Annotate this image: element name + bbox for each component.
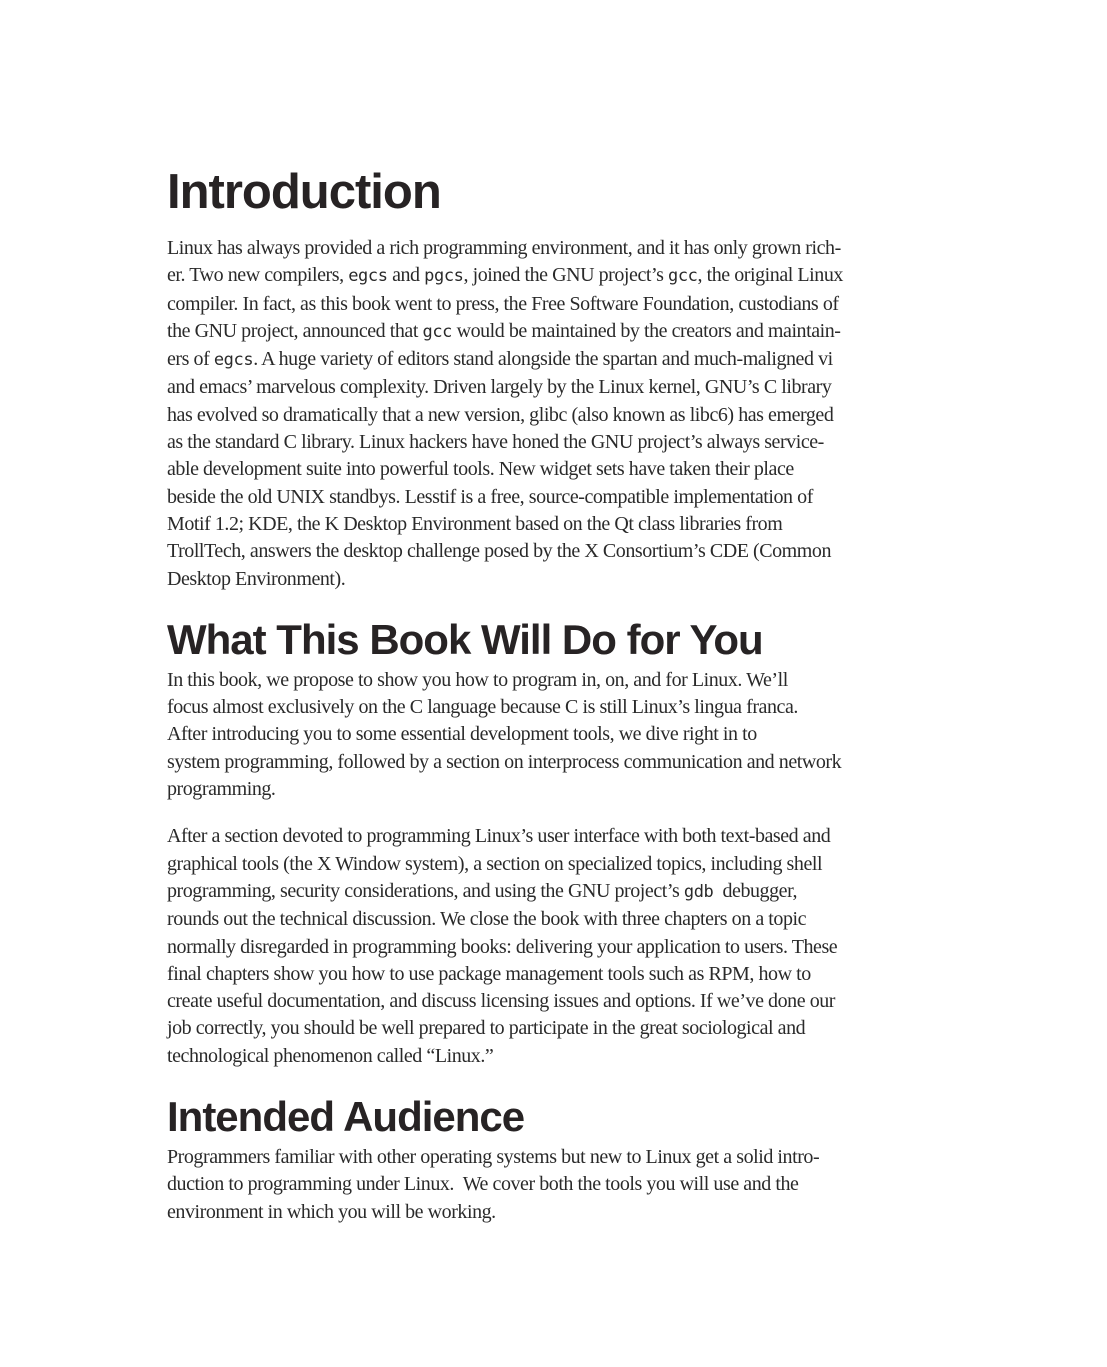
- text-run: job correctly, you should be well prepared to participate in the great sociological and: [167, 1017, 806, 1040]
- text-run: as the standard C library. Linux hackers have honed the GNU project’s always service-: [167, 431, 824, 454]
- section-heading-what-this-book: What This Book Will Do for You: [167, 615, 763, 663]
- paragraph-book-1: [167, 667, 967, 803]
- section-heading-intended-audience: Intended Audience: [167, 1093, 525, 1141]
- text-line: [167, 749, 967, 776]
- text-run: , the original Linux: [697, 264, 843, 287]
- text-run: create useful documentation, and discuss licensing issues and options. If we’ve done our: [167, 990, 835, 1013]
- text-run: TrollTech, answers the desktop challenge posed by the X Consortium’s CDE (Common: [167, 540, 832, 563]
- inline-code: egcs: [348, 266, 388, 287]
- inline-code: pgcs: [424, 266, 464, 287]
- text-line: [167, 906, 967, 933]
- inline-code: egcs: [213, 350, 254, 371]
- text-run: able development suite into powerful tools. New widget sets have taken their place: [167, 458, 794, 481]
- text-run: beside the old UNIX standbys. Lesstif is a free, source-compatible implementation of: [167, 485, 813, 508]
- text-run: duction to programming under Linux. We cover both the tools you will use and the: [167, 1173, 799, 1196]
- text-run: Motif 1.2; KDE, the K Desktop Environment based on the Qt class libraries from: [167, 512, 783, 535]
- text-line: [167, 318, 967, 346]
- text-line: [167, 262, 967, 290]
- text-run: focus almost exclusively on the C language because C is still Linux’s lingua franca.: [167, 696, 798, 719]
- text-run: has evolved so dramatically that a new version, glibc (also known as libc6) has emerged: [167, 403, 834, 426]
- text-run: Programmers familiar with other operating systems but new to Linux get a solid intro-: [167, 1146, 820, 1169]
- inline-code: gcc: [668, 266, 698, 287]
- text-line: [167, 538, 967, 565]
- text-line: [167, 878, 967, 906]
- text-line: [167, 291, 967, 318]
- text-run: Desktop Environment).: [167, 567, 346, 590]
- text-line: [167, 823, 967, 850]
- text-run: compiler. In fact, as this book went to press, the Free Software Foundation, custodians of: [167, 292, 839, 315]
- text-run: technological phenomenon called “Linux.”: [167, 1044, 494, 1067]
- text-run: system programming, followed by a section on interprocess communication and network: [167, 750, 842, 773]
- inline-code: gcc: [422, 321, 453, 342]
- text-line: [167, 484, 967, 511]
- text-line: [167, 776, 967, 803]
- text-run: normally disregarded in programming books: delivering your application to users. These: [167, 935, 838, 958]
- paragraph-audience-1: [167, 1144, 967, 1226]
- text-run: debugger,: [713, 879, 798, 902]
- text-line: [167, 1199, 967, 1226]
- text-line: [167, 456, 967, 483]
- text-run: After introducing you to some essential development tools, we dive right in to: [167, 723, 757, 746]
- text-line: [167, 721, 967, 748]
- text-line: [167, 235, 967, 262]
- page-content: [167, 166, 967, 1226]
- text-run: ers of: [167, 348, 214, 371]
- text-line: [167, 1043, 967, 1070]
- paragraph-book-2: [167, 823, 967, 1070]
- text-run: would be maintained by the creators and maintain-: [452, 319, 841, 342]
- text-run: final chapters show you how to use package management tools such as RPM, how to: [167, 962, 811, 985]
- chapter-title: Introduction: [167, 165, 441, 219]
- text-line: [167, 511, 967, 538]
- inline-code: gdb: [683, 881, 714, 902]
- text-line: [167, 429, 967, 456]
- paragraph-intro-1: [167, 235, 967, 593]
- text-run: , joined the GNU project’s: [463, 264, 668, 287]
- text-line: [167, 346, 967, 374]
- text-run: rounds out the technical discussion. We close the book with three chapters on a topic: [167, 908, 807, 931]
- text-line: [167, 934, 967, 961]
- text-run: . A huge variety of editors stand alongside the spartan and much-maligned vi: [253, 348, 833, 371]
- text-run: Linux has always provided a rich programming environment, and it has only grown rich-: [167, 237, 841, 259]
- text-line: [167, 851, 967, 878]
- text-run: graphical tools (the X Window system), a section on specialized topics, including shell: [167, 852, 823, 875]
- text-line: [167, 667, 967, 694]
- text-run: the GNU project, announced that: [167, 319, 423, 342]
- text-run: programming, security considerations, and using the GNU project’s: [167, 879, 684, 902]
- text-line: [167, 1015, 967, 1042]
- text-line: [167, 694, 967, 721]
- text-line: [167, 374, 967, 401]
- text-run: and: [387, 264, 425, 287]
- text-run: After a section devoted to programming Linux’s user interface with both text-based and: [167, 825, 831, 848]
- text-line: [167, 1171, 967, 1198]
- text-line: [167, 1144, 967, 1171]
- text-line: [167, 566, 967, 593]
- text-run: environment in which you will be working.: [167, 1200, 496, 1223]
- text-run: er. Two new compilers,: [167, 264, 349, 287]
- text-run: and emacs’ marvelous complexity. Driven largely by the Linux kernel, GNU’s C library: [167, 376, 832, 399]
- text-line: [167, 402, 967, 429]
- text-line: [167, 988, 967, 1015]
- text-run: In this book, we propose to show you how to program in, on, and for Linux. We’ll: [167, 668, 788, 691]
- text-line: [167, 961, 967, 988]
- text-run: programming.: [167, 778, 276, 801]
